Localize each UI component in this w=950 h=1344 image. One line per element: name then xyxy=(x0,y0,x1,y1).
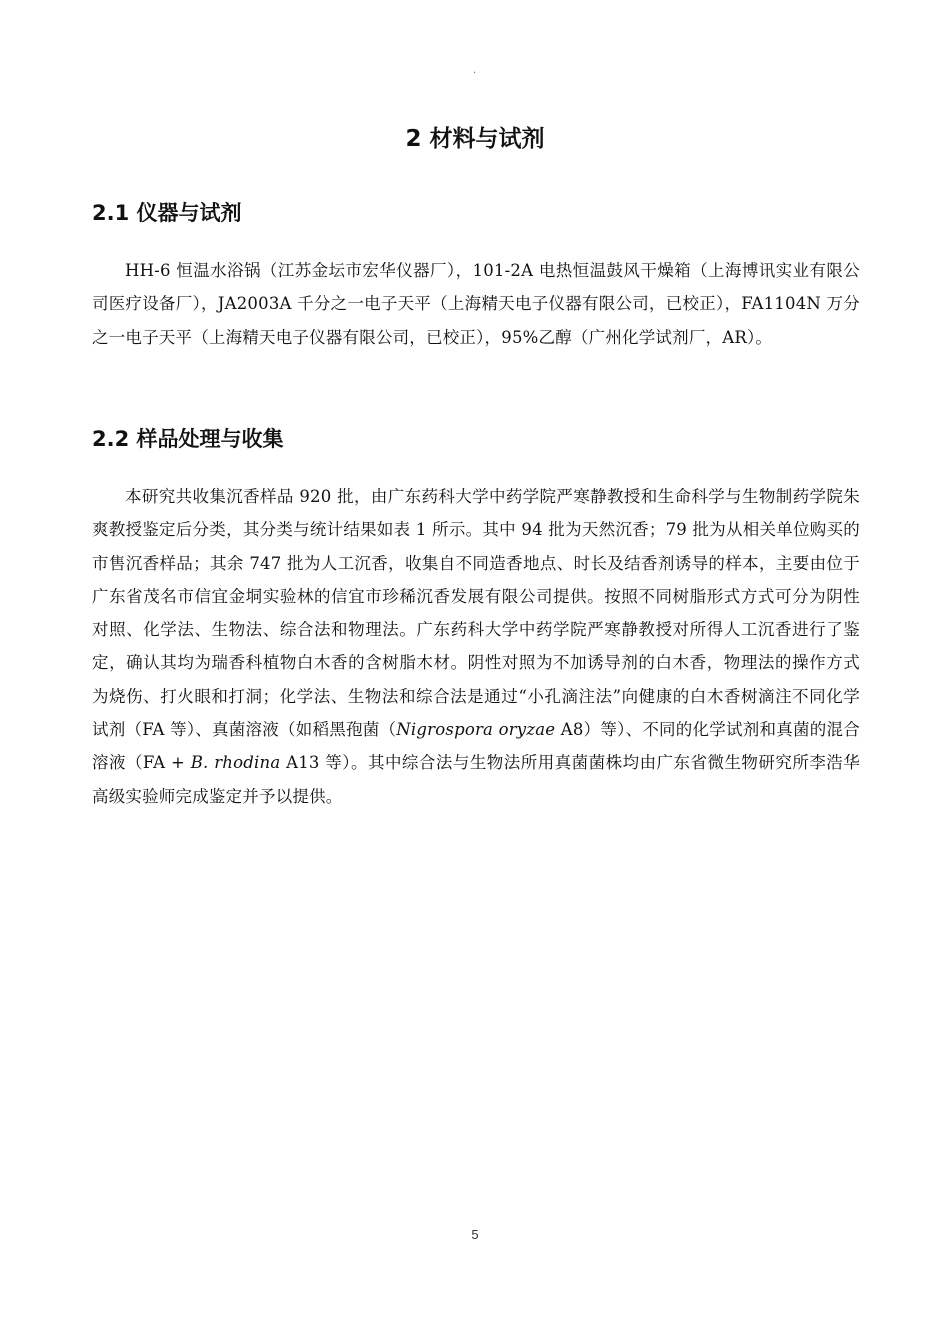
page-number: 5 xyxy=(471,1227,479,1242)
chapter-title: 2 材料与试剂 xyxy=(405,126,545,152)
section-title-2-1: 2.1 仪器与试剂 xyxy=(92,201,242,225)
header-mark: . xyxy=(473,65,477,76)
section-title-2-2: 2.2 样品处理与收集 xyxy=(92,427,284,451)
paragraph-text-part-c: A13 等）。其中综合法与生物法所用真菌菌株均由广东省微生物研究所李浩华高级实验师完成鉴定并予以提供。 xyxy=(92,753,860,806)
species-name-nigrospora: Nigrospora oryzae xyxy=(396,720,556,740)
paragraph-text-part-b: A8）等）、不同的化学试剂和真菌的混合溶液（FA + xyxy=(92,720,860,773)
paragraph-text-part-a: 本研究共收集沉香样品 920 批，由广东药科大学中药学院严寒静教授和生命科学与生物制药学院朱爽教授鉴定后分类，其分类与统计结果如表 1 所示。其中 94 批为天然沉香；79 批为从相关单位购买的市售沉香样品；其余 747 批为人工沉香，收集自不同造香地点、时长及结香剂诱导的样本，主要由位于广东省茂名市信宜金垌实验林的信宜市珍稀沉香发展有限公司提供。按照不同树脂形式方式可分为阴性对照、化学法、生物法、综合法和物理法。广东药科大学中药学院严寒静教授对所得人工沉香进行了鉴定，确认其均为瑞香科植物白木香的含树脂木材。阴性对照为不加诱导剂的白木香，物理法的操作方式为烧伤、打火眼和打洞；化学法、生物法和综合法是通过“小孔滴注法”向健康的白木香树滴注不同化学试剂（FA 等）、真菌溶液（如稻黑孢菌（ xyxy=(92,487,860,740)
section-2-2-paragraph xyxy=(92,480,860,813)
section-2-1-paragraph: HH-6 恒温水浴锅（江苏金坛市宏华仪器厂），101-2A 电热恒温鼓风干燥箱（上海博讯实业有限公司医疗设备厂），JA2003A 千分之一电子天平（上海精天电子仪器有限公司，已校正），FA1104N 万分之一电子天平（上海精天电子仪器有限公司，已校正），95%乙醇（广州化学试剂厂，AR）。 xyxy=(92,261,860,347)
species-name-rhodina: B. rhodina xyxy=(190,753,281,773)
